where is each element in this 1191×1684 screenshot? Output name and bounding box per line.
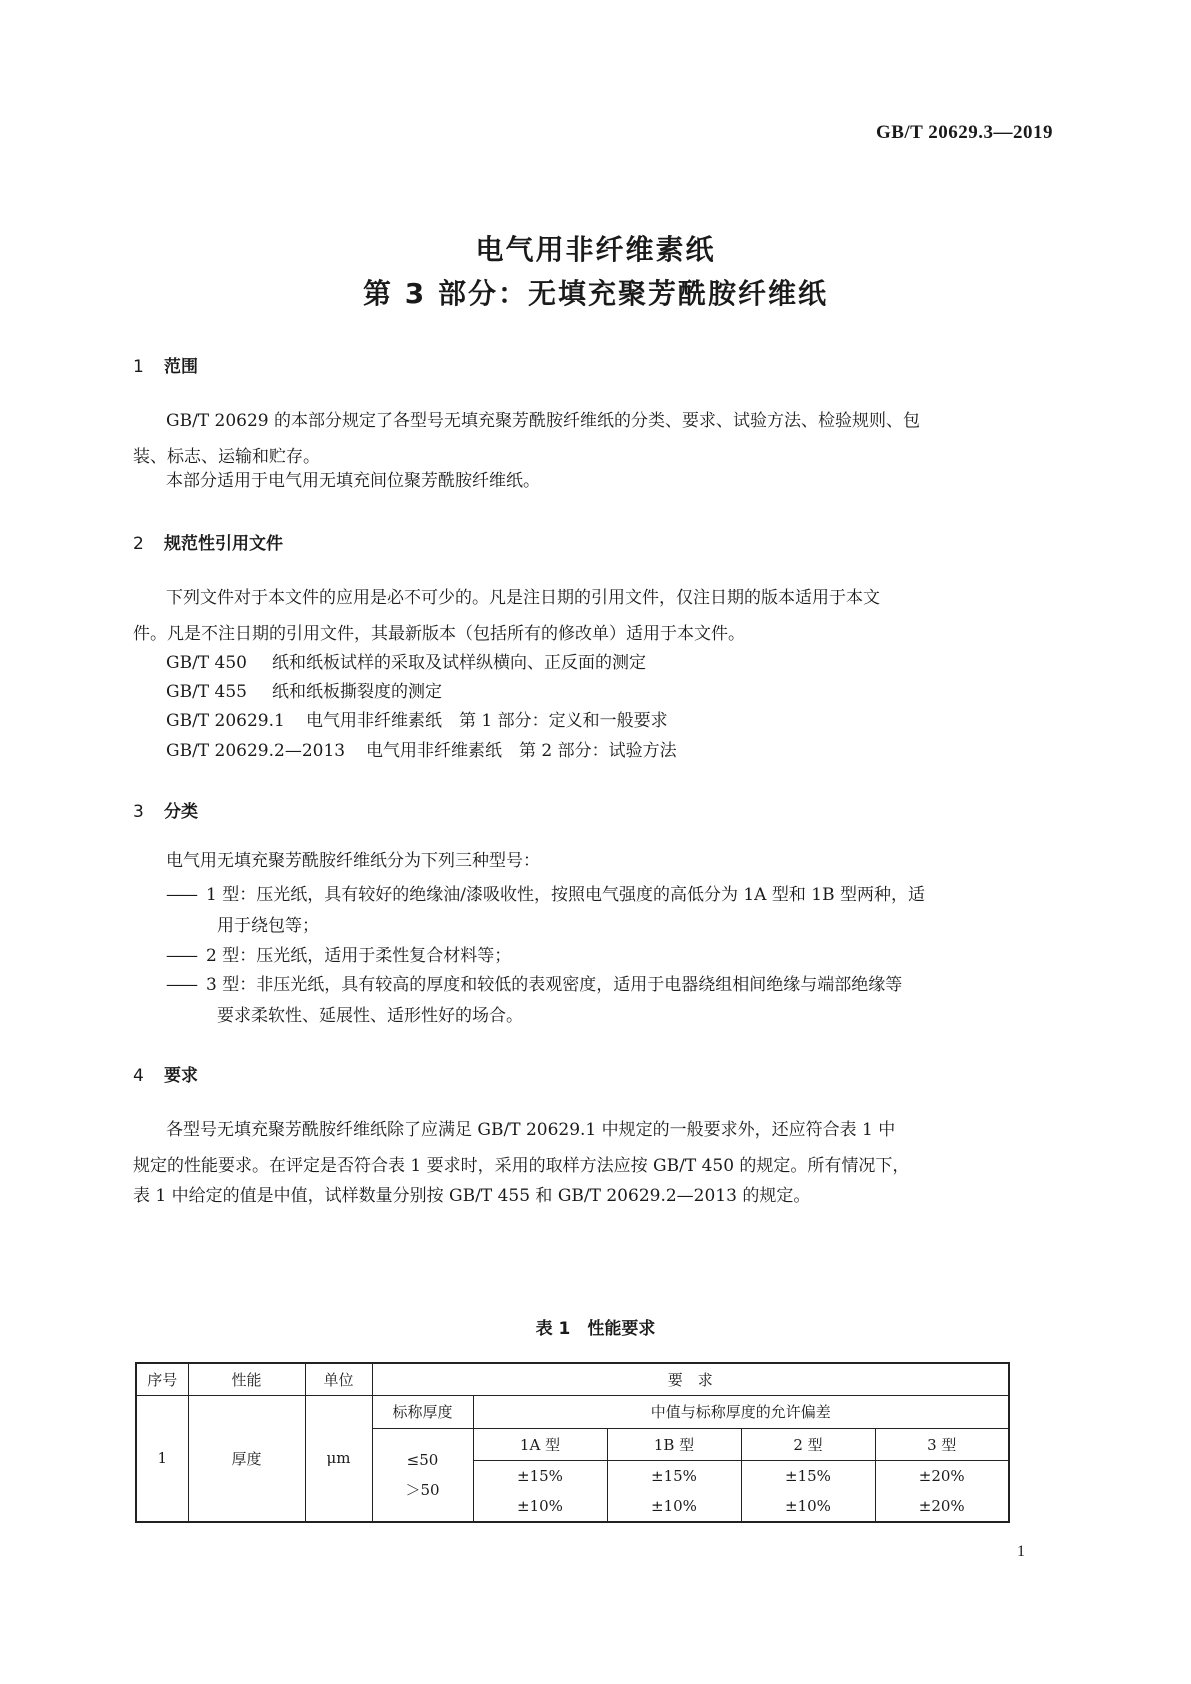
cell-deviation <box>607 1460 741 1522</box>
section-title: 范围 <box>164 357 198 377</box>
reference-code: GB/T 450 <box>166 653 247 673</box>
list-item <box>166 941 511 966</box>
reference-item <box>166 648 646 673</box>
list-item-continuation: 用于绕包等； <box>217 916 319 936</box>
paragraph-line: 本部分适用于电气用无填充间位聚芳酰胺纤维纸。 <box>166 471 540 491</box>
subheader-nominal: 标称厚度 <box>372 1395 473 1428</box>
dash-mark: —— <box>166 975 196 995</box>
type-header: 2 型 <box>741 1428 875 1460</box>
cell-unit: μm <box>305 1395 372 1522</box>
section-number: 2 <box>133 534 144 554</box>
performance-table <box>135 1362 1010 1523</box>
section-title: 规范性引用文件 <box>164 534 283 554</box>
reference-code: GB/T 20629.2—2013 <box>166 741 346 761</box>
reference-code: GB/T 20629.1 <box>166 711 285 731</box>
list-item-text: 3 型：非压光纸，具有较高的厚度和较低的表观密度，适用于电器绕组相间绝缘与端部绝缘等 <box>206 975 903 995</box>
deviation-value: ±10% <box>785 1496 831 1515</box>
header-requirement: 要 求 <box>372 1363 1009 1395</box>
reference-item <box>166 736 677 761</box>
cell-deviation <box>875 1460 1009 1522</box>
section-2-heading <box>133 529 283 554</box>
reference-title: 电气用非纤维素纸 第 1 部分：定义和一般要求 <box>306 711 668 731</box>
reference-item <box>166 677 442 702</box>
deviation-value: ±10% <box>517 1496 563 1515</box>
type-header: 1B 型 <box>607 1428 741 1460</box>
deviation-value: ±15% <box>785 1466 831 1485</box>
title-main: 电气用非纤维素纸 <box>475 233 716 266</box>
section-number: 4 <box>133 1066 144 1086</box>
header-unit: 单位 <box>305 1363 372 1395</box>
list-item <box>166 970 902 995</box>
list-item-text: 1 型：压光纸，具有较好的绝缘油/漆吸收性，按照电气强度的高低分为 1A 型和 1B 型两种，适 <box>206 885 925 905</box>
list-item-text: 2 型：压光纸，适用于柔性复合材料等； <box>206 946 512 966</box>
dash-mark: —— <box>166 946 196 966</box>
table-caption: 表 1 性能要求 <box>535 1319 656 1339</box>
header-seq: 序号 <box>136 1363 188 1395</box>
section-title: 分类 <box>164 802 198 822</box>
deviation-value: ±20% <box>918 1466 965 1485</box>
cell-deviation <box>741 1460 875 1522</box>
section-number: 3 <box>133 802 144 822</box>
header-property: 性能 <box>188 1363 305 1395</box>
paragraph-line: 规定的性能要求。在评定是否符合表 1 要求时，采用的取样方法应按 GB/T 450 的规定。所有情况下， <box>133 1156 910 1176</box>
section-4-heading <box>133 1061 198 1086</box>
section-title: 要求 <box>164 1066 198 1086</box>
deviation-value: ±15% <box>517 1466 563 1485</box>
cell-property: 厚度 <box>188 1395 305 1522</box>
nominal-value: ＞50 <box>405 1480 440 1499</box>
cell-nominal <box>372 1428 473 1522</box>
paragraph-line: 电气用无填充聚芳酰胺纤维纸分为下列三种型号： <box>166 851 540 871</box>
reference-title: 电气用非纤维素纸 第 2 部分：试验方法 <box>366 741 677 761</box>
cell-deviation <box>473 1460 607 1522</box>
reference-code: GB/T 455 <box>166 682 247 702</box>
reference-item <box>166 706 668 731</box>
paragraph-line: 各型号无填充聚芳酰胺纤维纸除了应满足 GB/T 20629.1 中规定的一般要求外，还应符合表 1 中 <box>166 1120 896 1140</box>
standard-code: GB/T 20629.3—2019 <box>875 122 1053 143</box>
paragraph-line: 件。凡是不注日期的引用文件，其最新版本（包括所有的修改单）适用于本文件。 <box>133 624 745 644</box>
paragraph-line: 表 1 中给定的值是中值，试样数量分别按 GB/T 455 和 GB/T 20629.2—2013 的规定。 <box>133 1186 811 1206</box>
table-row <box>136 1395 1009 1428</box>
section-1-heading <box>133 352 198 377</box>
list-item-continuation: 要求柔软性、延展性、适形性好的场合。 <box>217 1006 523 1026</box>
list-item <box>166 880 925 905</box>
reference-title: 纸和纸板撕裂度的测定 <box>272 682 442 702</box>
subheader-deviation: 中值与标称厚度的允许偏差 <box>473 1395 1009 1428</box>
type-header: 1A 型 <box>473 1428 607 1460</box>
reference-title: 纸和纸板试样的采取及试样纵横向、正反面的测定 <box>272 653 646 673</box>
title-part: 第 3 部分：无填充聚芳酰胺纤维纸 <box>363 277 828 310</box>
paragraph-line: GB/T 20629 的本部分规定了各型号无填充聚芳酰胺纤维纸的分类、要求、试验方法、检验规则、包 <box>166 411 921 431</box>
page-number: 1 <box>1017 1543 1025 1560</box>
paragraph-line: 下列文件对于本文件的应用是必不可少的。凡是注日期的引用文件，仅注日期的版本适用于本文 <box>166 588 880 608</box>
type-header: 3 型 <box>875 1428 1009 1460</box>
deviation-value: ±20% <box>918 1496 965 1515</box>
paragraph-line: 装、标志、运输和贮存。 <box>133 447 320 467</box>
cell-seq: 1 <box>136 1395 188 1522</box>
table-header-row <box>136 1363 1009 1395</box>
deviation-value: ±10% <box>651 1496 697 1515</box>
deviation-value: ±15% <box>651 1466 697 1485</box>
section-3-heading <box>133 797 198 822</box>
nominal-value: ≤50 <box>406 1450 439 1469</box>
section-number: 1 <box>133 357 144 377</box>
dash-mark: —— <box>166 885 196 905</box>
